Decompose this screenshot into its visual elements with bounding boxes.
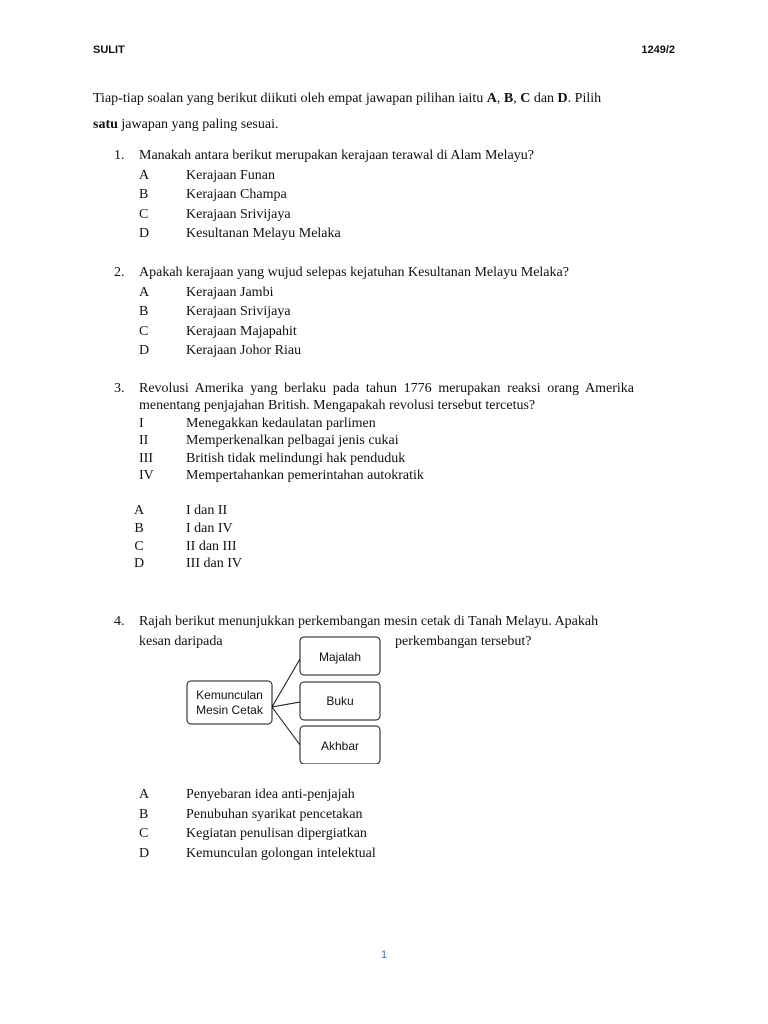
option-key: C — [139, 323, 149, 339]
option-key: D — [139, 343, 150, 358]
intro-comma1: , — [496, 91, 504, 106]
option-d[interactable] — [114, 844, 634, 864]
option-key: B — [134, 520, 144, 536]
statement-key: III — [139, 450, 153, 466]
question-number: 1. — [114, 148, 125, 163]
target-label-buku: Buku — [326, 694, 354, 708]
question-1 — [114, 146, 634, 244]
option-b[interactable] — [114, 185, 634, 205]
statement-key: IV — [139, 468, 154, 484]
question-text: Manakah antara berikut merupakan kerajaan terawal di Alam Melayu? — [139, 148, 534, 163]
option-text: Kerajaan Johor Riau — [186, 343, 302, 358]
option-d[interactable] — [114, 224, 634, 244]
statement-iii — [114, 450, 634, 468]
intro-b: B — [503, 91, 514, 106]
statement-i — [114, 415, 634, 433]
intro-satu: satu — [93, 117, 118, 132]
intro-c: C — [520, 91, 531, 106]
option-a[interactable] — [114, 283, 634, 303]
question-4-options — [114, 785, 634, 863]
option-text: Kerajaan Srivijaya — [186, 304, 291, 319]
option-a[interactable] — [114, 785, 634, 805]
option-key: D — [133, 556, 145, 572]
option-key: A — [133, 502, 145, 518]
option-key: C — [139, 826, 149, 841]
option-text: II dan III — [186, 538, 237, 554]
option-key: B — [139, 806, 149, 822]
question-number: 3. — [114, 381, 125, 396]
option-text: Kerajaan Srivijaya — [186, 206, 291, 222]
option-c[interactable] — [114, 205, 634, 225]
intro-part1: Tiap-tiap soalan yang berikut diikuti oleh empat jawapan pilihan iaitu — [93, 91, 487, 106]
question-text-line2b: perkembangan tersebut? — [395, 633, 532, 649]
option-text: Kegiatan penulisan dipergiatkan — [186, 826, 367, 841]
source-label-line1: Kemunculan — [196, 688, 263, 702]
connector-akhbar — [272, 707, 300, 745]
option-d[interactable] — [114, 341, 634, 361]
option-text: Kerajaan Jambi — [186, 284, 274, 300]
connector-buku — [272, 702, 300, 707]
option-c[interactable] — [114, 538, 634, 556]
option-key: B — [139, 304, 149, 319]
intro-part2: . Pilih — [567, 91, 602, 106]
option-key: C — [134, 538, 144, 554]
question-2 — [114, 263, 634, 361]
option-d[interactable] — [114, 555, 634, 573]
option-key: D — [139, 226, 150, 241]
connector-majalah — [272, 659, 300, 707]
option-key: C — [139, 206, 149, 222]
option-a[interactable] — [114, 166, 634, 186]
header-left: SULIT — [93, 44, 125, 56]
option-text: III dan IV — [186, 556, 242, 572]
question-text-line1: Rajah berikut menunjukkan perkembangan mesin cetak di Tanah Melayu. Apakah — [139, 614, 599, 629]
question-number: 4. — [114, 614, 125, 629]
statement-key: I — [139, 415, 144, 431]
statement-text: Mempertahankan pemerintahan autokratik — [186, 468, 424, 484]
intro-d: D — [557, 91, 568, 106]
intro-comma2: , — [513, 91, 521, 106]
option-c[interactable] — [114, 824, 634, 844]
question-text: Revolusi Amerika yang berlaku pada tahun 1776 merupakan reaksi orang Amerika menentang penjajahan British. Mengapakah revolusi tersebut tercetus? — [139, 381, 634, 414]
option-text: Kemunculan golongan intelektual — [186, 845, 376, 861]
printing-press-diagram — [186, 636, 386, 764]
question-3 — [114, 380, 634, 573]
header-right: 1249/2 — [641, 44, 675, 56]
intro-part3: jawapan yang paling sesuai. — [117, 117, 279, 132]
option-text: Penubuhan syarikat pencetakan — [186, 806, 363, 822]
option-key: A — [139, 167, 150, 183]
option-text: Kerajaan Champa — [186, 187, 287, 202]
target-label-akhbar: Akhbar — [320, 739, 360, 753]
option-key: B — [139, 187, 149, 202]
page-number: 1 — [380, 949, 388, 961]
option-text: I dan II — [186, 502, 228, 518]
option-key: D — [139, 845, 150, 861]
option-text: I dan IV — [186, 520, 233, 536]
question-number: 2. — [114, 265, 125, 280]
intro-dan: dan — [530, 91, 558, 106]
option-b[interactable] — [114, 302, 634, 322]
statement-ii — [114, 432, 634, 450]
statement-iv — [114, 467, 634, 485]
intro-a: A — [486, 91, 497, 106]
option-text: Kerajaan Funan — [186, 167, 276, 183]
question-text-line2a: kesan daripada — [139, 633, 223, 649]
statement-key: II — [139, 433, 149, 449]
statement-text: Menegakkan kedaulatan parlimen — [186, 415, 376, 431]
option-text: Kerajaan Majapahit — [186, 323, 297, 339]
option-text: Penyebaran idea anti-penjajah — [186, 787, 355, 802]
question-text: Apakah kerajaan yang wujud selepas kejatuhan Kesultanan Melayu Melaka? — [139, 265, 569, 280]
option-key: A — [139, 284, 150, 300]
source-label-line2: Mesin Cetak — [196, 703, 263, 717]
option-key: A — [139, 787, 150, 802]
option-a[interactable] — [114, 502, 634, 520]
option-text: Kesultanan Melayu Melaka — [186, 226, 341, 241]
statement-text: Memperkenalkan pelbagai jenis cukai — [186, 433, 399, 449]
statement-text: British tidak melindungi hak penduduk — [186, 450, 406, 466]
option-b[interactable] — [114, 520, 634, 538]
option-b[interactable] — [114, 805, 634, 825]
option-c[interactable] — [114, 322, 634, 342]
target-label-majalah: Majalah — [318, 650, 362, 664]
instructions — [93, 86, 673, 138]
